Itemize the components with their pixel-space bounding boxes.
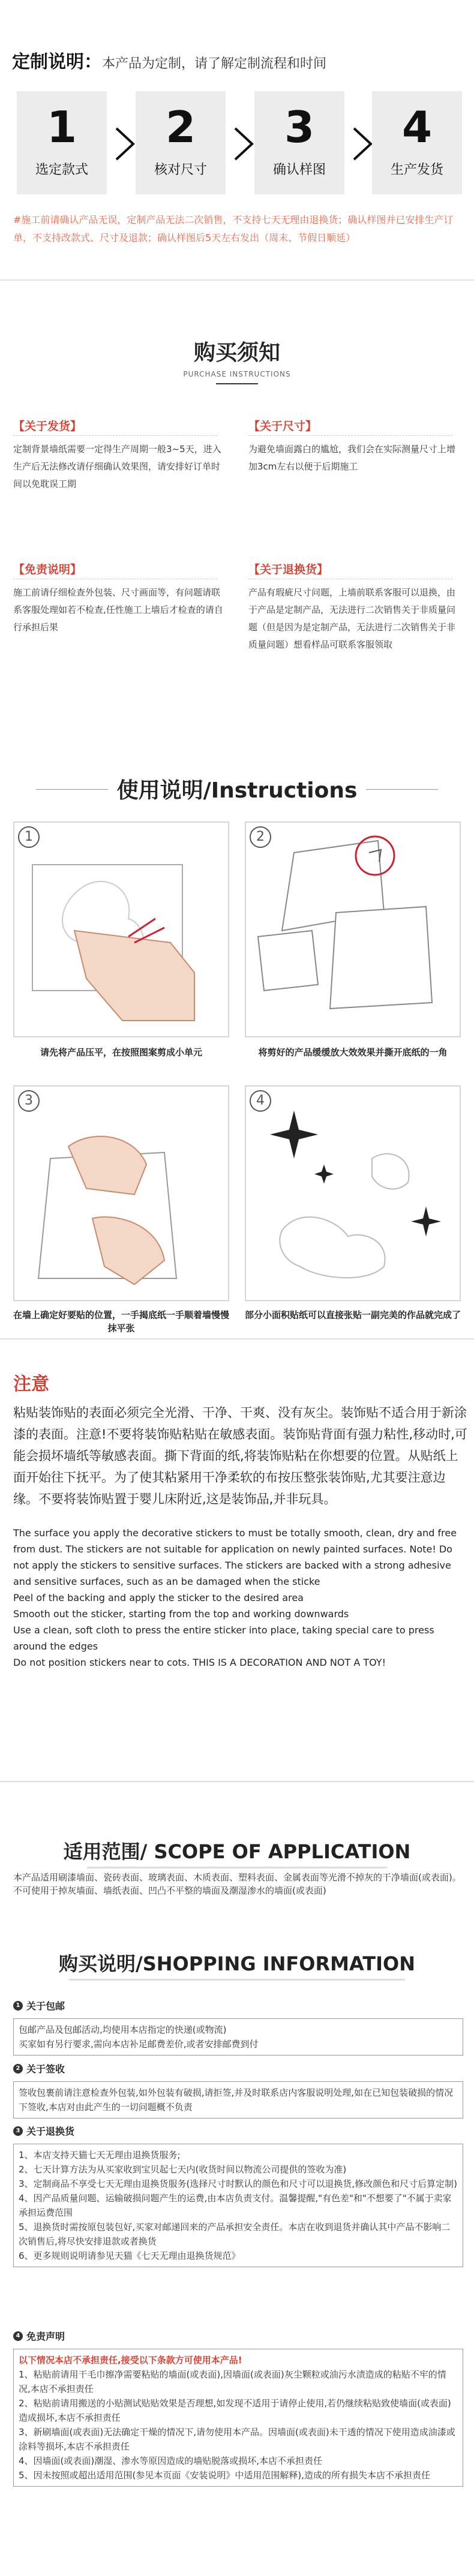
instruction-panel-2: 2 <box>245 821 461 1037</box>
card-size <box>248 417 458 476</box>
purchase-subtitle: PURCHASE INSTRUCTIONS <box>183 370 291 378</box>
section-body: 包邮产品及包邮活动,均使用本店指定的快递(或物流) 买家如有另行要求,需向本店补足邮费差价,或者安排邮费到付 <box>13 2018 463 2056</box>
instruction-panel-4: 4 <box>245 1085 461 1301</box>
cut-sticker-illustration <box>14 823 228 1036</box>
card-returns <box>248 561 458 654</box>
chevron-right-icon <box>112 126 138 162</box>
customize-section <box>0 0 474 336</box>
card-body: 定制背景墙纸需要一定得生产周期一般3~5天，进入生产后无法修改请仔细确认效果图，请安排好订单时间以免耽误工期 <box>13 444 221 489</box>
peel-sticker-illustration <box>246 823 460 1036</box>
step-label: 选定款式 <box>35 162 88 177</box>
instruction-panel-3: 3 <box>13 1085 229 1301</box>
card-body: 施工前请仔细检查外包装、尺寸画面等，有问题请联系客服处理如若不检查,任性施工上墙后才检查的请自行承担后果 <box>13 587 223 633</box>
card-disclaimer <box>13 561 223 636</box>
shopping-section-shipping <box>13 1999 463 2056</box>
step-label: 确认样图 <box>272 162 326 177</box>
shopping-section-receipt <box>13 2062 463 2118</box>
disclaimer-body: 1、粘贴前请用干毛巾擦净需要粘贴的墙面(或表面),因墙面(或表面)灰尘颗粒或油污水渍造成的粘贴不牢的情况,本店不承担责任 2、粘贴前请用搬送的小贴测试贴贴效果是否理想,如发现不适用于请停止使用,若仍继续粘贴致使墙面(或表面)造成损坏,本店不承担责任 3、新刷墙面(或表面)无法确定干燥的情况下,请勿使用本产品。因墙面(或表面)未干透的情况下使用造成油漆或涂料等损坏,本店不承担责任 4、因墙面(或表面)潮湿、渗水等原因造成的墙贴脱落或损坏,本店不承担责任 5、因未按照或超出适用范围(参见本页面《安装说明》中适用范围解释),造成的所有损失本店不承担责任 <box>19 2369 455 2481</box>
step-3: 3 确认样图 <box>254 91 344 194</box>
card-tag: 【免责说明】 <box>13 563 82 576</box>
section-title: 关于包邮 <box>26 2000 65 2012</box>
step-1: 1 选定款式 <box>17 91 107 194</box>
info-icon: 1 <box>13 2001 23 2011</box>
panel-caption: 请先将产品压平，在按照图案剪成小单元 <box>40 1047 202 1058</box>
divider <box>0 279 474 281</box>
card-tag: 【关于尺寸】 <box>248 420 317 433</box>
attention-en-text: The surface you apply the decorative stickers to must be totally smooth, clean, dry and free from dust. The stickers are not suitable for application on newly painted surfaces. Note! Do not apply the stickers to sensitive surfaces. The stickers are backed with a strong adhesive and sensitive surfaces, such as an be damaged when the sticke Peel of the backing and apply the sticker to the desired area Smooth out the sticker, starting from the top and working downwards Use a clean, soft cloth to press the entire sticker into place, taking special care to press around the edges Do not position stickers near to cots. THIS IS A DECORATION AND NOT A TOY! <box>13 1527 457 1668</box>
section-title: 关于退换货 <box>26 2126 75 2137</box>
shopping-section-returns <box>13 2124 463 2267</box>
purchase-title: 购买须知 <box>193 341 280 365</box>
process-steps <box>17 91 461 194</box>
customize-notice: #施工前请确认产品无误，定制产品无法二次销售，不支持七天无理由退换货；确认样图并已安排生产订单，不支持改款式、尺寸及退款；确认样图后5天左右发出（周末、节假日顺延） <box>13 214 454 243</box>
scope-title: 适用范围/ SCOPE OF APPLICATION <box>63 1840 411 1863</box>
shopping-title: 购买说明/SHOPPING INFORMATION <box>59 1952 415 1975</box>
finished-wall-illustration <box>246 1087 460 1300</box>
info-icon: 3 <box>13 2126 23 2136</box>
purchase-header <box>0 336 474 384</box>
card-body: 产品有瑕疵尺寸问题，上墙前联系客服可以退换，由于产品是定制产品，无法进行二次销售关于非质量问题（但是因为是定制产品，无法进行二次销售关于非质量问题）想看样品可联系客服领取 <box>248 587 456 650</box>
shopping-header <box>0 1949 474 1981</box>
divider <box>0 1338 474 1340</box>
card-shipping <box>13 417 223 493</box>
section-body: 签收包裹前请注意检查外包装,如外包装有破损,请拒签,并及时联系店内客服说明处理,如在已知包装破损的情况下签收,本店对由此产生的一切问题概不负责 <box>13 2081 463 2118</box>
card-tag: 【关于发货】 <box>13 420 82 433</box>
step-2: 2 核对尺寸 <box>136 91 226 194</box>
info-icon: 4 <box>13 2331 23 2341</box>
scope-header <box>0 1837 474 1868</box>
apply-sticker-illustration <box>14 1087 228 1300</box>
section-title: 关于签收 <box>26 2063 65 2075</box>
chevron-right-icon <box>230 126 257 162</box>
attention-title: 注意 <box>13 1374 49 1395</box>
card-tag: 【关于退换货】 <box>248 563 329 576</box>
panel-caption: 部分小面积贴纸可以直接张贴一副完美的作品就完成了 <box>245 1310 461 1320</box>
step-4: 4 生产发货 <box>372 91 462 194</box>
step-label: 生产发货 <box>390 162 443 177</box>
section-body <box>13 2349 463 2487</box>
customize-title: 定制说明：本产品为定制，请了解定制流程和时间 <box>12 52 327 73</box>
divider <box>0 1781 474 1782</box>
attention-cn-text: 粘贴装饰贴的表面必须完全光滑、干净、干爽、没有灰尘。装饰贴不适合用于新涂漆的表面。注意!不要将装饰贴粘贴在敏感表面。装饰贴背面有强力粘性,移动时,可能会损坏墙纸等敏感表面。撕下背面的纸,将装饰贴粘在你想要的位置。从贴纸上面开始往下抚平。为了使其粘紧用干净柔软的布按压整张装饰贴,尤其要注意边缘。不要将装饰贴置于婴儿床附近,这是装饰品,并非玩具。 <box>13 1406 467 1506</box>
step-label: 核对尺寸 <box>154 162 207 177</box>
card-body: 为避免墙面露白的尴尬，我们会在实际测量尺寸上增加3cm左右以便于后期施工 <box>248 444 456 472</box>
instruction-panel-1: 1 <box>13 821 229 1037</box>
panel-caption: 在墙上确定好要贴的位置，一手揭底纸一手顺着墙慢慢抹平张 <box>13 1310 230 1334</box>
shopping-section-disclaimer <box>13 2329 463 2487</box>
customize-subtitle: 本产品为定制，请了解定制流程和时间 <box>102 56 327 71</box>
section-title: 免责声明 <box>26 2331 65 2342</box>
info-icon: 2 <box>13 2064 23 2074</box>
disclaimer-head: 以下情况本店不承担责任,接受以下条款方可使用本产品! <box>19 2355 242 2366</box>
panel-caption: 将剪好的产品缓缓放大效效果并撕开底纸的一角 <box>258 1047 448 1058</box>
section-body: 1、本店支持天猫七天无理由退换货服务; 2、七天计算方法为从买家收到宝贝起七天内(收货时间以物流公司提供的签收为准) 3、定制商品不享受七天无理由退换货服务(选择尺寸时默认的颜色和尺寸可以退换货,修改颜色和尺寸后算定制) 4、因产品质量问题、运输破损问题产生的运费,由本店负责支付。温馨提醒,"有色差"和"不想要了"不属于卖家承担运费范围 5、退换货时需按原包装包好,买家对邮递回来的产品承担安全责任。本店在收到退货并确认其中产品不影响二次销售后,将尽快安排退款或者换货 6、更多规则说明请参见天猫《七天无理由退换货规范》 <box>13 2144 463 2267</box>
scope-body: 本产品适用刷漆墙面、瓷砖表面、玻璃表面、木质表面、塑料表面、金属表面等光滑不掉灰的干净墙面(或表面)。 不可使用于掉灰墙面、墙纸表面、凹凸不平整的墙面及潮湿渗水的墙面(或表面) <box>13 1872 461 1896</box>
instructions-title: 使用说明/Instructions <box>116 778 358 803</box>
